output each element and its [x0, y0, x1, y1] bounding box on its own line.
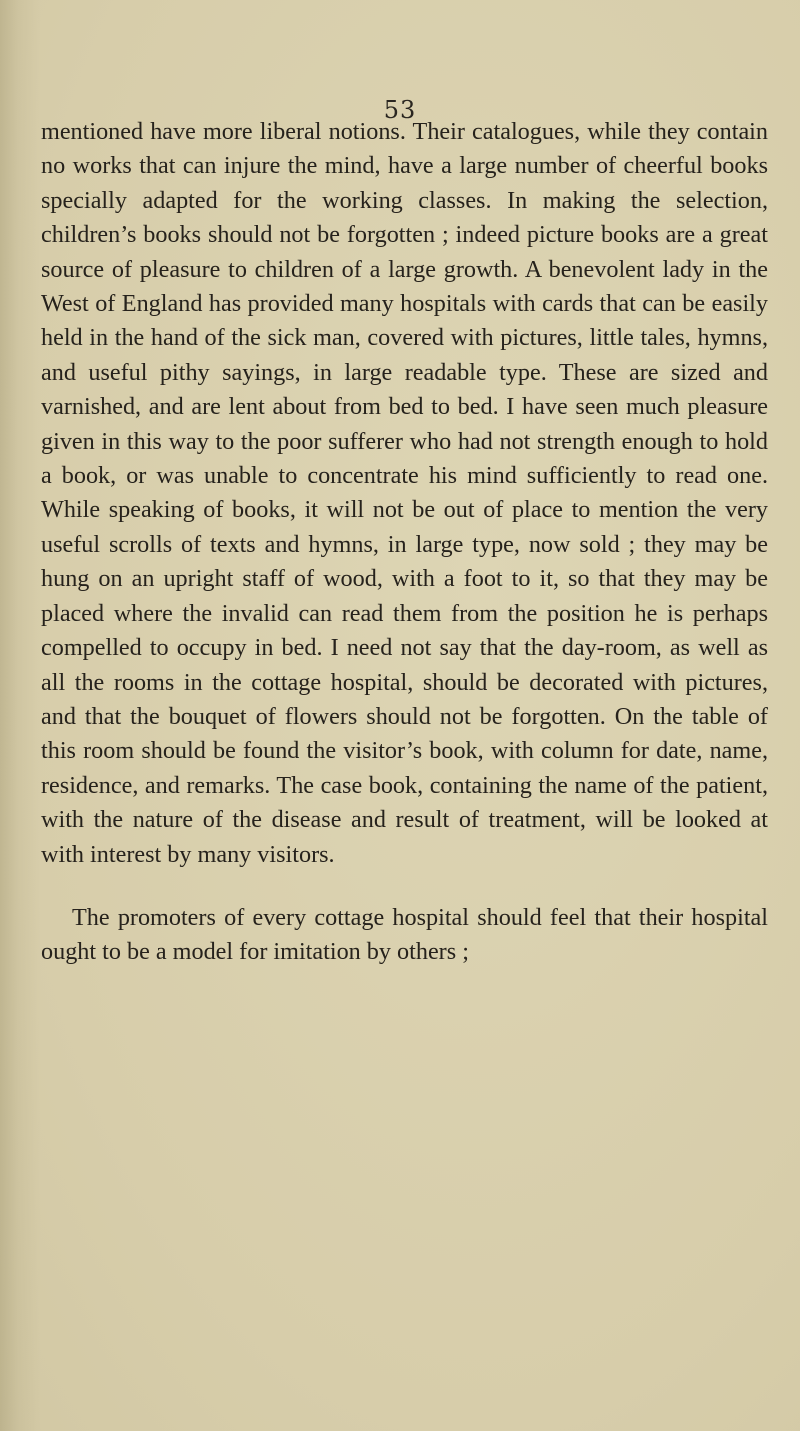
- paragraph-1: mentioned have more liberal notions. Their catalogues, while they contain no works that can injure the mind, have a large number of cheerful books specially adapted for the working classes. In making the selection, children’s books should not be forgotten ; indeed picture books are a great source of pleasure to children of a large growth. A benevolent lady in the West of England has provided many hospitals with cards that can be easily held in the hand of the sick man, covered with pictures, little tales, hymns, and useful pithy sayings, in large readable type. These are sized and varnished, and are lent about from bed to bed. I have seen much pleasure given in this way to the poor sufferer who had not strength enough to hold a book, or was unable to concentrate his mind sufficiently to read one. While speaking of books, it will not be out of place to mention the very useful scrolls of texts and hymns, in large type, now sold ; they may be hung on an upright staff of wood, with a foot to it, so that they may be placed where the invalid can read them from the position he is perhaps compelled to occupy in bed. I need not say that the day-room, as well as all the rooms in the cottage hospital, should be decorated with pictures, and that the bouquet of flowers should not be forgotten. On the table of this room should be found the visitor’s book, with column for date, name, residence, and remarks. The case book, containing the name of the patient, with the nature of the disease and result of treatment, will be looked at with interest by many visitors.: [41, 118, 768, 868]
- body-text: [41, 115, 768, 970]
- paragraph-2: The promoters of every cottage hospital should feel that their hospital ought to be a model for imitation by others ;: [41, 903, 768, 966]
- page-number: 53: [383, 96, 417, 124]
